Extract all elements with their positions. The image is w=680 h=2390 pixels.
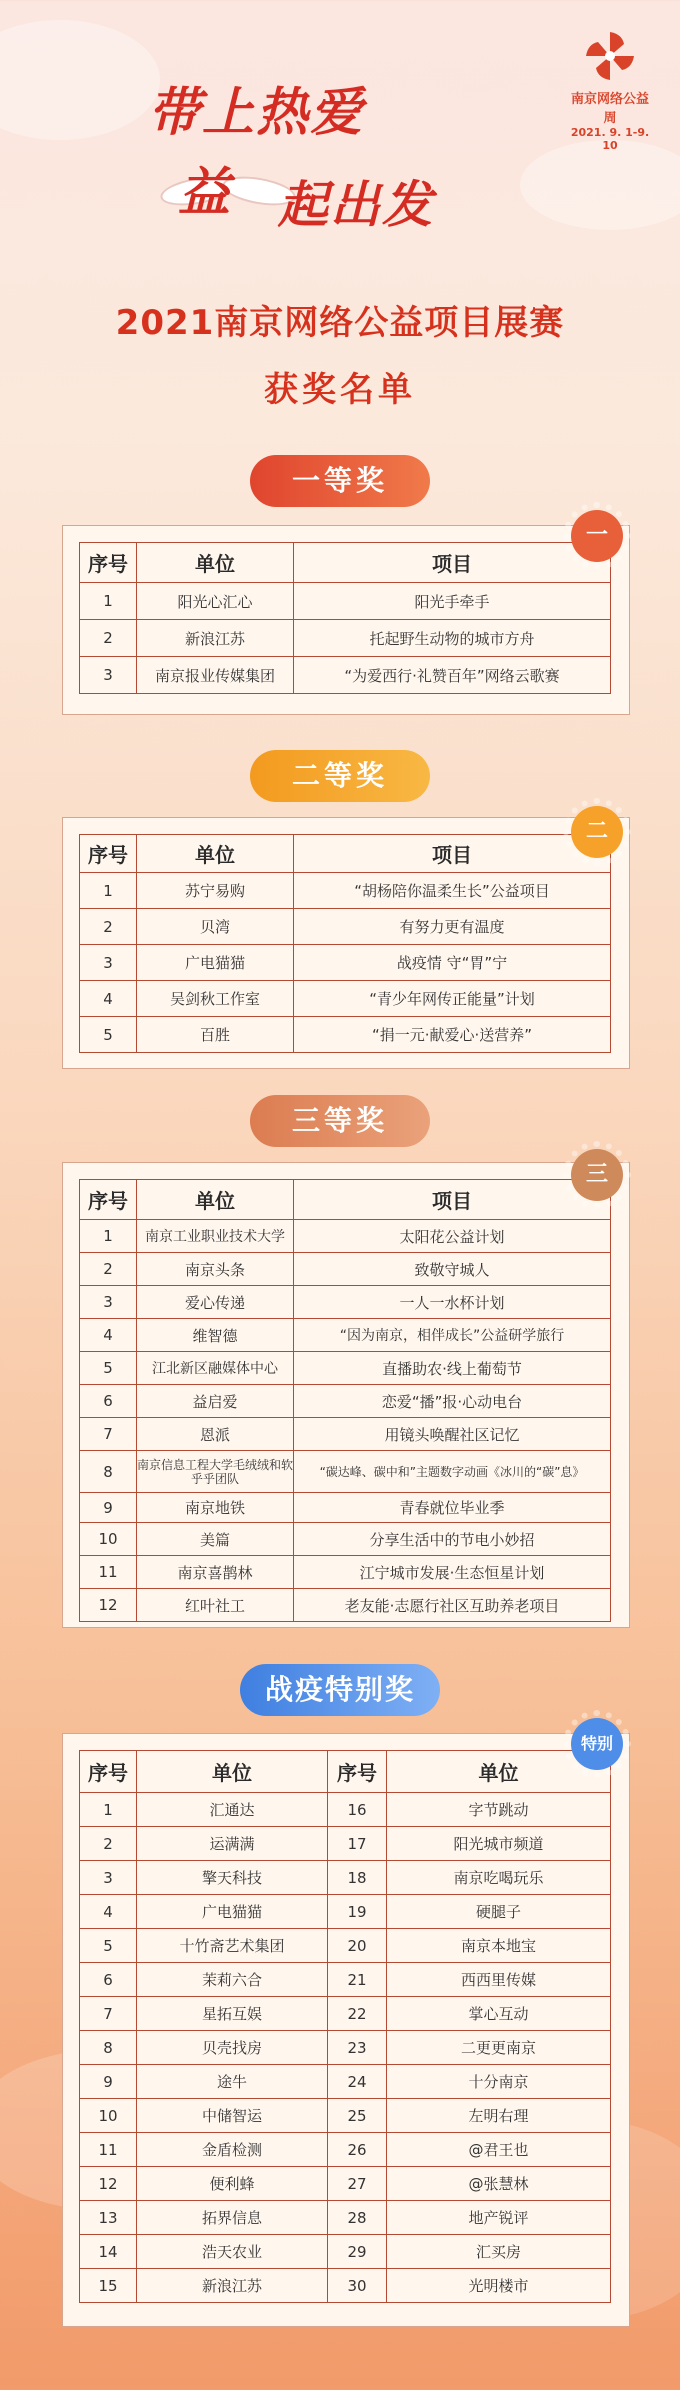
table-row [80,1929,611,1963]
row-project: 托起野生动物的城市方舟 [294,620,611,657]
table-row [80,1827,611,1861]
row-no: 23 [328,2031,387,2065]
row-no: 4 [80,981,137,1017]
row-unit: 吴剑秋工作室 [137,981,294,1017]
special-prize-card [62,1733,630,2327]
row-no: 30 [328,2269,387,2303]
special-prize-table [79,1750,611,2303]
col-header-unit: 单位 [137,543,294,583]
row-unit: 金盾检测 [137,2133,328,2167]
row-unit: 恩派 [137,1418,294,1451]
row-no: 21 [328,1963,387,1997]
row-unit: 十分南京 [387,2065,611,2099]
row-unit: 二更更南京 [387,2031,611,2065]
row-unit: @君王也 [387,2133,611,2167]
row-unit: 南京本地宝 [387,1929,611,1963]
row-unit: 南京信息工程大学毛绒绒和软乎乎团队 [137,1451,294,1493]
row-no: 20 [328,1929,387,1963]
row-unit: 美篇 [137,1523,294,1556]
table-row [80,2099,611,2133]
logo-name: 南京网络公益周 [570,92,649,126]
row-unit: 南京工业职业技术大学 [137,1220,294,1253]
row-unit: 广电猫猫 [137,945,294,981]
row-unit: 南京喜鹊林 [137,1556,294,1589]
table-row [80,1418,611,1451]
table-row [80,1319,611,1352]
row-no: 3 [80,1861,137,1895]
row-no: 24 [328,2065,387,2099]
row-unit: 途牛 [137,2065,328,2099]
slogan-yi: 益 [178,163,231,223]
table-row [80,909,611,945]
logo-date: 2021. 9. 1-9. 10 [570,126,650,152]
row-no: 3 [80,657,137,694]
row-unit: 新浪江苏 [137,620,294,657]
row-no: 3 [80,1286,137,1319]
row-no: 8 [80,2031,137,2065]
table-row [80,1793,611,1827]
row-unit: 便利蜂 [137,2167,328,2201]
slogan-line1: 带上热爱 [148,83,365,143]
cloud-decoration [0,20,160,140]
table-row [80,1963,611,1997]
row-no: 26 [328,2133,387,2167]
row-no: 15 [80,2269,137,2303]
row-no: 9 [80,2065,137,2099]
table-row [80,1385,611,1418]
row-no: 12 [80,2167,137,2201]
row-project: “胡杨陪你温柔生长”公益项目 [294,873,611,909]
row-unit: 贝壳找房 [137,2031,328,2065]
third-prize-banner: 三等奖 [250,1095,430,1147]
table-row [80,620,611,657]
row-unit: 益启爱 [137,1385,294,1418]
row-project: 太阳花公益计划 [294,1220,611,1253]
col-header-project: 项目 [294,543,611,583]
row-unit: 茉莉六合 [137,1963,328,1997]
page-title: 2021南京网络公益项目展赛 [115,303,565,343]
first-prize-banner: 一等奖 [250,455,430,507]
table-row [80,1286,611,1319]
table-row [80,873,611,909]
row-no: 11 [80,2133,137,2167]
row-unit: 擎天科技 [137,1861,328,1895]
row-unit: 中储智运 [137,2099,328,2133]
cloud-decoration [520,140,680,230]
row-unit: 左明右理 [387,2099,611,2133]
row-no: 11 [80,1556,137,1589]
row-unit: 江北新区融媒体中心 [137,1352,294,1385]
row-project: 有努力更有温度 [294,909,611,945]
row-unit: 南京吃喝玩乐 [387,1861,611,1895]
row-project: 致敬守城人 [294,1253,611,1286]
row-no: 4 [80,1319,137,1352]
row-project: 恋爱“播”报·心动电台 [294,1385,611,1418]
col-header-no: 序号 [80,1180,137,1220]
col-header-unit: 单位 [137,1180,294,1220]
row-unit: 苏宁易购 [137,873,294,909]
pinwheel-logo-icon [584,30,636,82]
event-logo [570,30,650,152]
table-row [80,583,611,620]
table-row [80,1895,611,1929]
table-row [80,1493,611,1523]
table-row [80,2167,611,2201]
second-prize-table [79,834,611,1053]
row-project: 直播助农·线上葡萄节 [294,1352,611,1385]
row-unit: 掌心互动 [387,1997,611,2031]
row-project: “捐一元·献爱心·送营养” [294,1017,611,1053]
row-no: 2 [80,909,137,945]
table-row [80,2235,611,2269]
row-project: 江宁城市发展·生态恒星计划 [294,1556,611,1589]
first-prize-table [79,542,611,694]
first-prize-card [62,525,630,715]
row-no: 6 [80,1385,137,1418]
table-row [80,945,611,981]
col-header-no: 序号 [80,835,137,873]
row-project: 一人一水杯计划 [294,1286,611,1319]
col-header-no: 序号 [80,543,137,583]
row-project: “为爱西行·礼赞百年”网络云歌赛 [294,657,611,694]
row-no: 13 [80,2201,137,2235]
row-unit: 西西里传媒 [387,1963,611,1997]
row-unit: 浩天农业 [137,2235,328,2269]
row-unit: @张慧林 [387,2167,611,2201]
row-unit: 贝湾 [137,909,294,945]
row-no: 7 [80,1997,137,2031]
row-no: 7 [80,1418,137,1451]
table-row [80,1253,611,1286]
row-no: 12 [80,1589,137,1622]
row-unit: 南京地铁 [137,1493,294,1523]
row-project: 用镜头唤醒社区记忆 [294,1418,611,1451]
table-row [80,1017,611,1053]
row-project: 阳光手牵手 [294,583,611,620]
row-no: 10 [80,1523,137,1556]
table-row [80,1220,611,1253]
row-no: 1 [80,873,137,909]
third-prize-card [62,1162,630,1628]
row-no: 2 [80,1827,137,1861]
table-row [80,2031,611,2065]
row-unit: 阳光城市频道 [387,1827,611,1861]
row-no: 1 [80,583,137,620]
row-unit: 地产锐评 [387,2201,611,2235]
row-no: 1 [80,1220,137,1253]
row-unit: 字节跳动 [387,1793,611,1827]
row-unit: 百胜 [137,1017,294,1053]
row-unit: 新浪江苏 [137,2269,328,2303]
row-no: 8 [80,1451,137,1493]
row-project: 老友能·志愿行社区互助养老项目 [294,1589,611,1622]
row-no: 17 [328,1827,387,1861]
col-header-unit: 单位 [387,1751,611,1793]
col-header-unit: 单位 [137,835,294,873]
second-medal-icon: 二 [571,806,623,858]
row-no: 25 [328,2099,387,2133]
table-row [80,1352,611,1385]
table-row [80,2133,611,2167]
table-row [80,1451,611,1493]
table-row [80,2065,611,2099]
table-row [80,1997,611,2031]
row-no: 9 [80,1493,137,1523]
row-unit: 汇通达 [137,1793,328,1827]
table-row [80,2201,611,2235]
row-no: 5 [80,1352,137,1385]
row-project: 分享生活中的节电小妙招 [294,1523,611,1556]
row-project: “碳达峰、碳中和”主题数字动画《冰川的“碳”息》 [294,1451,611,1493]
table-row [80,981,611,1017]
page-subtitle: 获奖名单 [264,370,416,410]
row-no: 2 [80,1253,137,1286]
row-no: 16 [328,1793,387,1827]
row-unit: 维智德 [137,1319,294,1352]
row-project: 战疫情 守“胃”宁 [294,945,611,981]
row-unit: 拓界信息 [137,2201,328,2235]
row-project: “青少年网传正能量”计划 [294,981,611,1017]
row-project: 青春就位毕业季 [294,1493,611,1523]
table-row [80,2269,611,2303]
row-unit: 运满满 [137,1827,328,1861]
row-no: 18 [328,1861,387,1895]
row-no: 22 [328,1997,387,2031]
row-no: 29 [328,2235,387,2269]
row-unit: 红叶社工 [137,1589,294,1622]
special-prize-banner: 战疫特别奖 [240,1664,440,1716]
slogan-line2: 起出发 [278,176,434,234]
row-no: 4 [80,1895,137,1929]
row-no: 6 [80,1963,137,1997]
row-unit: 南京报业传媒集团 [137,657,294,694]
table-row [80,1556,611,1589]
row-no: 10 [80,2099,137,2133]
row-no: 27 [328,2167,387,2201]
row-no: 5 [80,1929,137,1963]
second-prize-card [62,817,630,1069]
row-unit: 南京头条 [137,1253,294,1286]
special-medal-icon: 特别 [571,1718,623,1770]
row-unit: 广电猫猫 [137,1895,328,1929]
row-no: 14 [80,2235,137,2269]
row-no: 2 [80,620,137,657]
row-unit: 阳光心汇心 [137,583,294,620]
row-unit: 十竹斋艺术集团 [137,1929,328,1963]
row-unit: 硬腿子 [387,1895,611,1929]
col-header-project: 项目 [294,1180,611,1220]
third-prize-table [79,1179,611,1622]
col-header-unit: 单位 [137,1751,328,1793]
table-row [80,1589,611,1622]
first-medal-icon: 一 [571,510,623,562]
col-header-no: 序号 [328,1751,387,1793]
table-row [80,1523,611,1556]
row-no: 28 [328,2201,387,2235]
row-unit: 星拓互娱 [137,1997,328,2031]
row-no: 3 [80,945,137,981]
row-no: 19 [328,1895,387,1929]
col-header-project: 项目 [294,835,611,873]
second-prize-banner: 二等奖 [250,750,430,802]
third-medal-icon: 三 [571,1149,623,1201]
row-unit: 光明楼市 [387,2269,611,2303]
table-row [80,1861,611,1895]
row-unit: 爱心传递 [137,1286,294,1319]
row-project: “因为南京，相伴成长”公益研学旅行 [294,1319,611,1352]
row-no: 5 [80,1017,137,1053]
row-no: 1 [80,1793,137,1827]
col-header-no: 序号 [80,1751,137,1793]
table-row [80,657,611,694]
row-unit: 汇买房 [387,2235,611,2269]
